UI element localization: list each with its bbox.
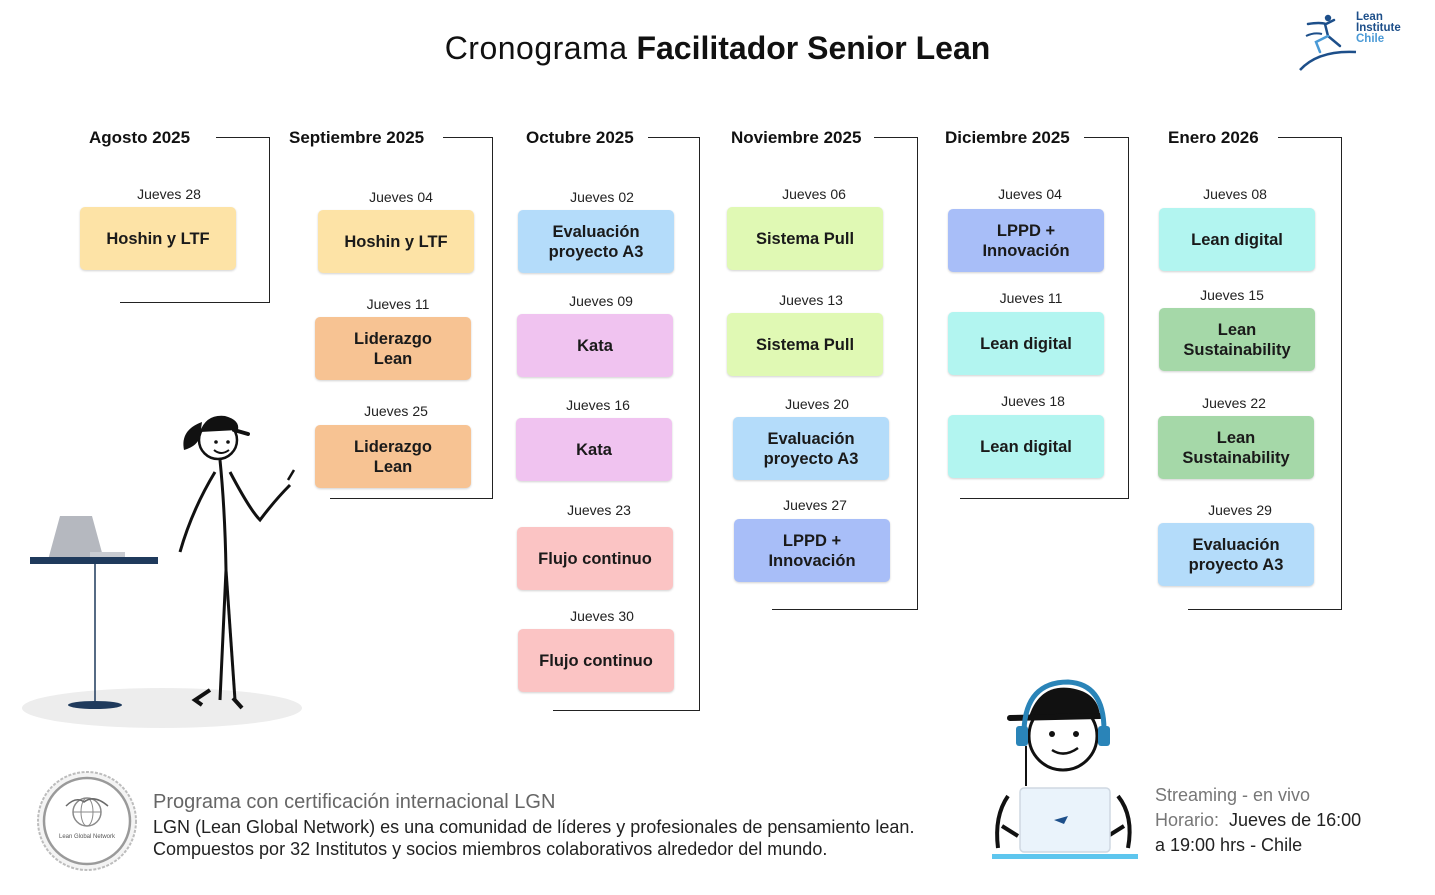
session-topic: Hoshin y LTF <box>344 232 448 251</box>
logo-text <box>1356 12 1401 45</box>
session-topic: Lean digital <box>1191 230 1283 249</box>
session-date: Jueves 29 <box>1208 502 1272 518</box>
desk-top <box>30 557 158 564</box>
session-date: Jueves 11 <box>366 296 430 312</box>
session-topic: Kata <box>576 440 612 459</box>
session-topic: Lean Sustainability <box>1182 428 1290 467</box>
session-date: Jueves 28 <box>137 186 201 202</box>
month-header-septiembre: Septiembre 2025 <box>289 128 425 147</box>
session-topic: Evaluación proyecto A3 <box>1188 535 1284 574</box>
session-card <box>318 210 474 273</box>
session-date: Jueves 30 <box>570 608 634 624</box>
session-topic: Flujo continuo <box>538 549 652 568</box>
schedule-label: Horario: <box>1155 810 1220 830</box>
session-card <box>948 209 1104 272</box>
lean-institute-logo <box>1298 12 1418 74</box>
month-header-enero: Enero 2026 <box>1168 128 1259 147</box>
streaming-mode: Streaming - en vivo <box>1155 785 1311 805</box>
session-card <box>727 207 883 270</box>
session-card <box>734 519 890 582</box>
session-date: Jueves 22 <box>1202 395 1266 411</box>
session-topic: Sistema Pull <box>755 229 855 248</box>
session-date: Jueves 04 <box>369 189 433 205</box>
logo-line2: Institute <box>1356 22 1401 34</box>
session-date: Jueves 27 <box>783 497 847 513</box>
session-card <box>518 210 674 273</box>
schedule-line2: a 19:00 hrs - Chile <box>1155 835 1303 855</box>
streaming-person-illustration <box>988 676 1143 862</box>
session-card <box>315 425 471 488</box>
session-topic: Kata <box>577 336 613 355</box>
session-topic: Sistema Pull <box>755 335 855 354</box>
session-card <box>733 417 889 480</box>
session-topic: LPPD + Innovación <box>982 221 1070 260</box>
logo-line1: Lean <box>1356 11 1383 23</box>
lgn-badge-icon <box>36 770 138 872</box>
logo-line3: Chile <box>1356 33 1385 45</box>
session-topic: Lean digital <box>980 334 1072 353</box>
session-date: Jueves 06 <box>782 186 846 202</box>
session-date: Jueves 20 <box>785 396 849 412</box>
session-topic: Lean digital <box>980 437 1072 456</box>
session-card <box>517 527 673 590</box>
session-date: Jueves 18 <box>1001 393 1065 409</box>
session-card <box>1158 523 1314 586</box>
session-date: Jueves 08 <box>1203 186 1267 202</box>
session-date: Jueves 09 <box>569 293 633 309</box>
session-date: Jueves 13 <box>779 292 843 308</box>
title-light: Cronograma <box>444 30 628 66</box>
session-topic: Hoshin y LTF <box>106 229 210 248</box>
standing-person-illustration <box>20 400 320 735</box>
session-date: Jueves 16 <box>566 397 630 413</box>
session-card <box>517 314 673 377</box>
session-card <box>1158 416 1314 479</box>
session-card <box>315 317 471 380</box>
lgn-badge-label: Lean Global Network <box>58 834 116 840</box>
session-card <box>518 629 674 692</box>
page-title <box>0 30 1435 67</box>
schedule-value: Jueves de 16:00 <box>1229 810 1362 830</box>
title-bold: Facilitador Senior Lean <box>636 30 991 66</box>
session-card <box>948 312 1104 375</box>
session-card <box>516 418 672 481</box>
session-card <box>80 207 236 270</box>
session-date: Jueves 02 <box>570 189 634 205</box>
session-topic: Flujo continuo <box>539 651 653 670</box>
session-date: Jueves 11 <box>999 290 1063 306</box>
session-topic: Liderazgo Lean <box>354 329 432 368</box>
session-topic: Lean Sustainability <box>1183 320 1291 359</box>
session-topic: Liderazgo Lean <box>354 437 432 476</box>
session-card <box>948 415 1104 478</box>
session-date: Jueves 15 <box>1200 287 1264 303</box>
session-date: Jueves 04 <box>998 186 1062 202</box>
month-header-octubre: Octubre 2025 <box>526 128 634 147</box>
session-date: Jueves 23 <box>567 502 631 518</box>
runner-icon <box>1298 12 1358 74</box>
certification-description: LGN (Lean Global Network) es una comunidad de líderes y profesionales de pensamiento lean. Compuestos por 32 Institutos y socios miembros colaborativos alrededor del mundo. <box>153 817 915 859</box>
session-card <box>1159 208 1315 271</box>
session-topic: Evaluación proyecto A3 <box>763 429 859 468</box>
month-header-noviembre: Noviembre 2025 <box>731 128 862 147</box>
session-card <box>1159 308 1315 371</box>
streaming-info <box>1155 783 1361 858</box>
certification-title: Programa con certificación internacional LGN <box>153 791 556 813</box>
session-topic: LPPD + Innovación <box>768 531 856 570</box>
month-header-diciembre: Diciembre 2025 <box>945 128 1070 147</box>
streaming-schedule <box>1155 808 1361 833</box>
session-date: Jueves 25 <box>364 403 428 419</box>
session-topic: Evaluación proyecto A3 <box>548 222 644 261</box>
month-header-agosto: Agosto 2025 <box>89 128 191 147</box>
session-card <box>727 313 883 376</box>
